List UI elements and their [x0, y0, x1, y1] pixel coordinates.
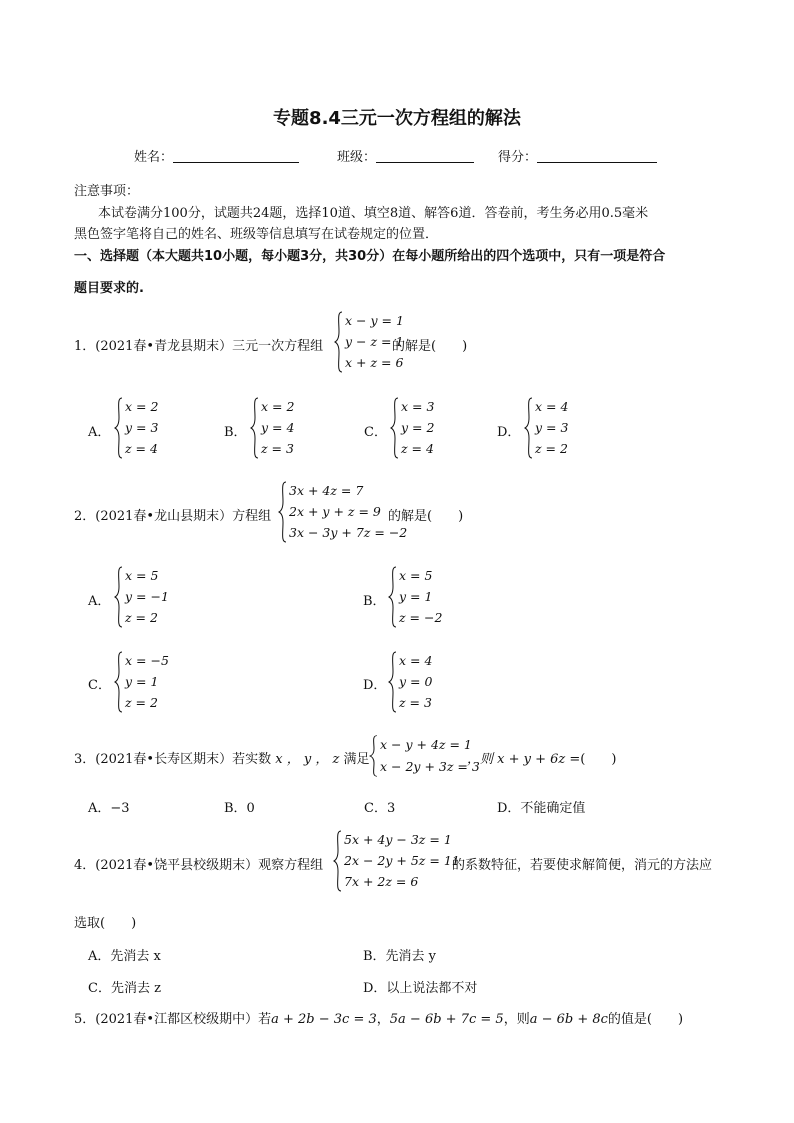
q3-eq-2: x − 2y + 3z = 3 [380, 759, 480, 774]
q1-option-d[interactable] [524, 397, 568, 459]
q3-suffix: ( ) [580, 752, 617, 767]
score-label: 得分： [498, 150, 538, 165]
section-heading-line-2: 题目要求的. [74, 281, 144, 296]
q3-option-c[interactable]: C．3 [364, 801, 396, 816]
q1-eq-1: x − y = 1 [345, 313, 404, 328]
name-blank[interactable] [173, 148, 299, 163]
name-label: 姓名： [134, 150, 174, 165]
q2-d-eq-1: x = 4 [399, 653, 433, 668]
q3-text [74, 748, 369, 767]
q5-eq-2: 5a − 6b + 7c = 5 [389, 1012, 504, 1027]
q4-prefix: 4．(2021春•饶平县校级期末）观察方程组 [74, 858, 324, 873]
q2-b-eq-2: y = 1 [399, 589, 433, 604]
q1-option-b[interactable] [250, 397, 294, 459]
q2-option-a-label[interactable]: A． [88, 594, 111, 609]
brace-icon [524, 397, 533, 459]
brace-icon [388, 651, 397, 713]
brace-icon [114, 651, 123, 713]
q2-d-eq-3: z = 3 [399, 695, 432, 710]
brace-icon [114, 397, 123, 459]
q1-b-eq-3: z = 3 [261, 441, 294, 456]
q1-c-eq-1: x = 3 [401, 399, 435, 414]
q2-option-d[interactable] [388, 651, 432, 713]
q3-expr: ，则 x + y + 6z = [467, 752, 581, 767]
q5-prefix: 5．(2021春•江都区校级期中）若 [74, 1012, 272, 1027]
brace-icon [114, 566, 123, 628]
q1-b-eq-1: x = 2 [261, 399, 295, 414]
section-heading-line-1: 一、选择题（本大题共10小题，每小题3分，共30分）在每小题所给出的四个选项中，只有一项是符合 [74, 249, 666, 264]
q1-eq-3: x + z = 6 [345, 355, 404, 370]
q5-expr: a − 6b + 8c [529, 1012, 608, 1027]
q2-b-eq-1: x = 5 [399, 568, 433, 583]
score-blank[interactable] [537, 148, 657, 163]
q1-d-eq-2: y = 3 [535, 420, 569, 435]
q1-c-eq-3: z = 4 [401, 441, 434, 456]
brace-icon [390, 397, 399, 459]
q4-eq-3: 7x + 2z = 6 [344, 874, 419, 889]
q2-b-eq-3: z = −2 [399, 610, 443, 625]
q3-option-b[interactable]: B．0 [224, 801, 255, 816]
q2-eq-1: 3x + 4z = 7 [289, 483, 364, 498]
q1-option-a-label[interactable]: A． [88, 425, 111, 440]
brace-icon [250, 397, 259, 459]
q1-option-a[interactable] [114, 397, 158, 459]
q2-eq-2: 2x + y + z = 9 [289, 504, 381, 519]
q4-option-b[interactable]: B．先消去 y [363, 949, 437, 964]
q2-option-a[interactable] [114, 566, 169, 628]
q3-option-d[interactable]: D．不能确定值 [497, 801, 586, 816]
q1-eq-2: y − z = 1 [345, 334, 404, 349]
q1-option-b-label[interactable]: B． [224, 425, 247, 440]
q1-d-eq-3: z = 2 [535, 441, 568, 456]
q2-option-c-label[interactable]: C． [88, 678, 111, 693]
notice-line-1: 本试卷满分100分，试题共24题，选择10道、填空8道、解答6道．答卷前，考生务必用0.5毫米 [98, 206, 649, 221]
class-label: 班级： [337, 150, 377, 165]
q2-option-b-label[interactable]: B． [363, 594, 386, 609]
q1-option-d-label[interactable]: D． [497, 425, 521, 440]
q3-option-a[interactable]: A．−3 [88, 801, 130, 816]
q4-system [333, 830, 460, 892]
q2-c-eq-2: y = 1 [125, 674, 159, 689]
notice-line-2: 黑色签字笔将自己的姓名、班级等信息填写在试卷规定的位置． [74, 227, 439, 242]
q2-option-c[interactable] [114, 651, 169, 713]
brace-icon [278, 481, 287, 543]
q1-a-eq-3: z = 4 [125, 441, 158, 456]
q4-suffix: 的系数特征，若要使求解简便，消元的方法应 [452, 858, 713, 873]
q4-option-d[interactable]: D．以上说法都不对 [363, 981, 478, 996]
q3-prefix: 3．(2021春•长寿区期末）若实数 [74, 752, 272, 767]
q4-eq-1: 5x + 4y − 3z = 1 [344, 832, 452, 847]
brace-icon [369, 735, 378, 777]
q4-line-2: 选取( ) [74, 916, 137, 931]
q5-mid: ，则 [503, 1012, 530, 1027]
q4-option-c[interactable]: C．先消去 z [88, 981, 161, 996]
q1-option-c-label[interactable]: C． [364, 425, 387, 440]
q5-eq-1: a + 2b − 3c = 3 [271, 1012, 377, 1027]
notice-heading: 注意事项： [74, 184, 140, 199]
q2-d-eq-2: y = 0 [399, 674, 433, 689]
q1-b-eq-2: y = 4 [261, 420, 295, 435]
q2-option-b[interactable] [388, 566, 442, 628]
q2-a-eq-2: y = −1 [125, 589, 169, 604]
class-field[interactable] [337, 146, 474, 165]
q1-a-eq-2: y = 3 [125, 420, 159, 435]
brace-icon [388, 566, 397, 628]
brace-icon [334, 311, 343, 373]
name-field[interactable] [134, 146, 299, 165]
q1-a-eq-1: x = 2 [125, 399, 159, 414]
q1-prefix: 1．(2021春•青龙县期末）三元一次方程组 [74, 339, 324, 354]
q1-suffix: 的解是( ) [392, 339, 468, 354]
q1-d-eq-1: x = 4 [535, 399, 569, 414]
q1-c-eq-2: y = 2 [401, 420, 435, 435]
class-blank[interactable] [376, 148, 474, 163]
q5-sep: ， [376, 1012, 390, 1027]
q2-prefix: 2．(2021春•龙山县期末）方程组 [74, 509, 272, 524]
q3-tail [467, 748, 616, 767]
q2-suffix: 的解是( ) [388, 509, 464, 524]
q3-mid: 满足 [343, 752, 370, 767]
q3-eq-1: x − y + 4z = 1 [380, 737, 472, 752]
q5-text [74, 1008, 683, 1027]
q2-c-eq-3: z = 2 [125, 695, 158, 710]
brace-icon [333, 830, 342, 892]
q2-eq-3: 3x − 3y + 7z = −2 [289, 525, 408, 540]
q4-option-a[interactable]: A．先消去 x [88, 949, 161, 964]
page-title: 专题8.4三元一次方程组的解法 [273, 108, 521, 129]
q3-vars: x ， y ， z [275, 752, 340, 767]
q1-option-c[interactable] [390, 397, 434, 459]
q2-a-eq-1: x = 5 [125, 568, 159, 583]
q2-c-eq-1: x = −5 [125, 653, 169, 668]
q5-suffix: 的值是( ) [607, 1012, 684, 1027]
score-field[interactable] [498, 146, 657, 165]
q3-system [369, 735, 480, 777]
q2-option-d-label[interactable]: D． [363, 678, 387, 693]
q4-eq-2: 2x − 2y + 5z = 11 [344, 853, 460, 868]
q2-a-eq-3: z = 2 [125, 610, 158, 625]
